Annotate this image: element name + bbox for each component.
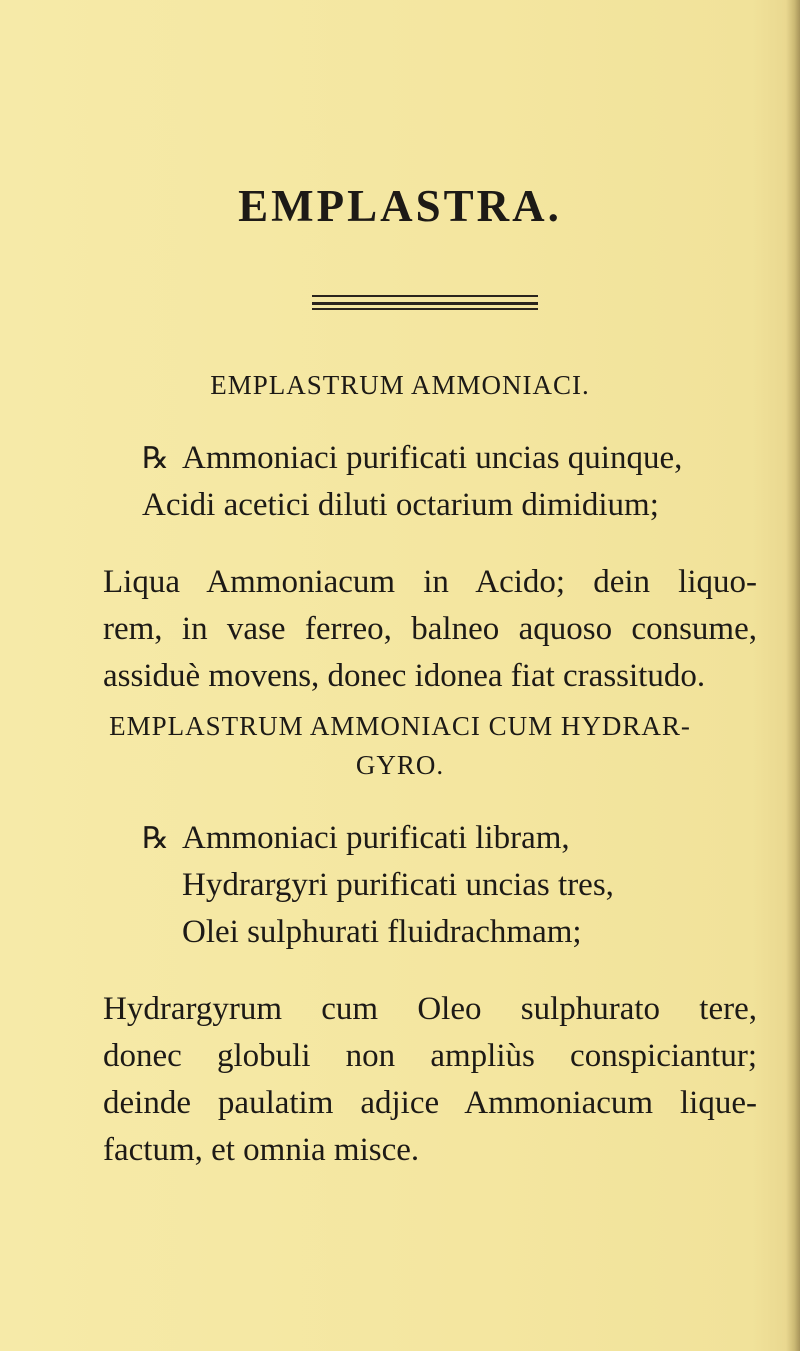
recipe2-method-line: donec globuli non ampliùs conspiciantur; <box>103 1038 757 1074</box>
title-rule-top <box>312 295 538 297</box>
recipe2-heading-line: EMPLASTRUM AMMONIACI CUM HYDRAR- <box>109 711 691 741</box>
title-rule-middle <box>312 302 538 305</box>
recipe2-method-line: factum, et omnia misce. <box>103 1132 420 1168</box>
recipe1-heading: EMPLASTRUM AMMONIACI. <box>210 370 590 400</box>
prescription-symbol-icon: ℞ <box>142 822 169 855</box>
page-title: EMPLASTRA. <box>238 181 562 231</box>
recipe2-method-line: Hydrargyrum cum Oleo sulphurato tere, <box>103 991 757 1027</box>
recipe1-ingredient-line: Acidi acetici diluti octarium dimidium; <box>142 487 659 523</box>
recipe2-heading-line: GYRO. <box>355 750 445 780</box>
recipe2-ingredient-line: Hydrargyri purificati uncias tres, <box>182 867 614 903</box>
recipe1-ingredient-line: ℞ Ammoniaci purificati uncias quinque, <box>142 438 682 479</box>
recipe1-method-line: rem, in vase ferreo, balneo aquoso consume, <box>103 611 757 647</box>
title-rule-bottom <box>312 308 538 310</box>
recipe1-method-line: assiduè movens, donec idonea fiat crassitudo. <box>103 658 706 694</box>
prescription-symbol-icon: ℞ <box>142 442 169 475</box>
recipe2-ingredient-line: ℞ Ammoniaci purificati libram, <box>142 818 570 859</box>
recipe2-method-line: deinde paulatim adjice Ammoniacum lique- <box>103 1085 757 1121</box>
recipe1-method-line: Liqua Ammoniacum in Acido; dein liquo- <box>103 564 757 600</box>
recipe2-ingredient-line: Olei sulphurati fluidrachmam; <box>182 914 582 950</box>
